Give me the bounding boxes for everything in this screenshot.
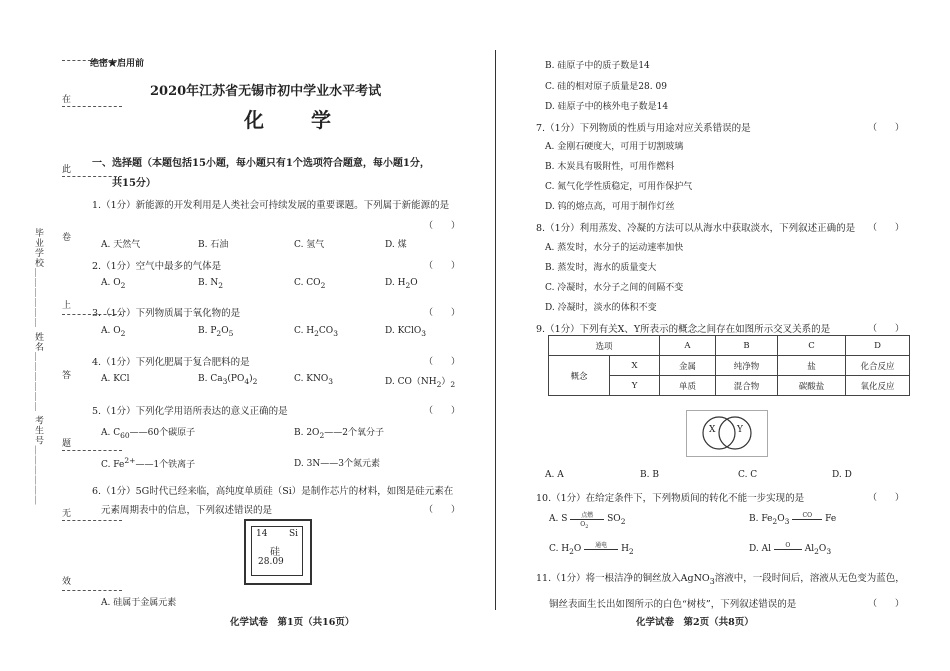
question-9: 9.（1分）下列有关X、Y所表示的概念之间存在如图所示交叉关系的是 [536, 324, 831, 335]
table-cell: 化合反应 [846, 356, 910, 376]
table-cell: 混合物 [716, 376, 778, 396]
answer-paren: （ ） [424, 357, 461, 367]
venn-x-label: X [709, 425, 716, 435]
table-header: C [778, 336, 846, 356]
atomic-mass: 28.09 [258, 557, 284, 567]
q8-option-a: A. 蒸发时，水分子的运动速率加快 [545, 243, 684, 253]
question-4: 4.（1分）下列化肥属于复合肥料的是 [92, 357, 250, 368]
q9-table [548, 335, 910, 396]
q4-option-b: B. $Ca_3(PO_4)_2$ [198, 374, 258, 386]
section-heading-cont: 共15分） [112, 178, 156, 189]
question-11-line1: 11.（1分）将一根洁净的铜丝放入AgNO$_3$溶液中，一段时间后，溶液从无色变为蓝色， [536, 573, 905, 586]
table-cell: 纯净物 [716, 356, 778, 376]
side-label: 题 [62, 439, 72, 449]
q2-option-b: B. $N_2$ [198, 278, 223, 290]
venn-circles [687, 411, 767, 456]
q6-option-b: B. 硅原子中的质子数是14 [545, 61, 650, 71]
answer-paren: （ ） [868, 493, 905, 503]
table-cell: 氧化反应 [846, 376, 910, 396]
q2-option-d: D. $H_2O$ [385, 278, 418, 290]
answer-paren: （ ） [868, 324, 905, 334]
q6-option-a: A. 硅属于金属元素 [101, 598, 177, 608]
exam-title: 2020年江苏省无锡市初中学业水平考试 [150, 84, 382, 99]
q1-option-b: B. 石油 [198, 240, 229, 250]
q10-option-c: C. $H_2O$ 通电 $H_2$ [549, 542, 634, 556]
question-5: 5.（1分）下列化学用语所表达的意义正确的是 [92, 406, 288, 417]
periodic-table-cell [244, 519, 312, 585]
q3-option-a: A. $O_2$ [101, 326, 126, 338]
question-1: 1.（1分）新能源的开发利用是人类社会可持续发展的重要课题。下列属于新能源的是 [92, 200, 450, 211]
table-cell: 盐 [778, 356, 846, 376]
binding-line [62, 106, 122, 107]
venn-y-label: Y [737, 425, 743, 435]
question-7: 7.（1分）下列物质的性质与用途对应关系错误的是 [536, 123, 751, 134]
q2-option-a: A. $O_2$ [101, 278, 126, 290]
atomic-number: 14 [256, 529, 268, 539]
side-label: 上 [62, 301, 72, 311]
q4-option-a: A. KCl [101, 374, 130, 384]
side-label: 无 [62, 509, 72, 519]
question-6-line2: 元素周期表中的信息，下列叙述错误的是 [101, 505, 273, 516]
answer-paren: （ ） [424, 406, 461, 416]
table-cell: X [610, 356, 660, 376]
question-8: 8.（1分）利用蒸发、冷凝的方法可以从海水中获取淡水，下列叙述正确的是 [536, 223, 856, 234]
answer-paren: （ ） [868, 123, 905, 133]
q5-option-c: C. $Fe^{2+}——1$个铁离子 [101, 456, 196, 470]
q1-option-c: C. 氢气 [294, 240, 325, 250]
element-symbol: Si [288, 529, 298, 539]
question-3: 3.（1分）下列物质属于氧化物的是 [92, 308, 241, 319]
q8-option-b: B. 蒸发时，海水的质量变大 [545, 263, 657, 273]
q3-option-b: B. $P_2O_5$ [198, 326, 234, 338]
table-header: D [846, 336, 910, 356]
question-2: 2.（1分）空气中最多的气体是 [92, 261, 222, 272]
table-header: A [660, 336, 716, 356]
section-heading: 一、选择题（本题包括15小题，每小题只有1个选项符合题意，每小题1分， [92, 158, 430, 169]
q1-option-a: A. 天然气 [101, 240, 141, 250]
side-label: 在 [62, 95, 72, 105]
answer-paren: （ ） [424, 221, 461, 231]
table-cell: 概念 [549, 356, 610, 396]
table-header: 选项 [549, 336, 660, 356]
q7-option-a: A. 金刚石硬度大，可用于切割玻璃 [545, 142, 684, 152]
q9-option-d: D. D [832, 470, 852, 480]
binding-line [62, 590, 122, 591]
side-label: 卷 [62, 233, 72, 243]
q8-option-c: C. 冷凝时，水分子之间的间隔不变 [545, 283, 684, 293]
subject-title: 化 学 [244, 108, 351, 132]
answer-paren: （ ） [868, 223, 905, 233]
q5-option-b: B. $2O_2——2$个氧分子 [294, 428, 384, 440]
q5-option-d: D. 3N——3个氮元素 [294, 459, 380, 469]
table-cell: 单质 [660, 376, 716, 396]
q5-option-a: A. $C_{60}——60$个碳原子 [101, 428, 196, 440]
q3-option-c: C. $H_2CO_3$ [294, 326, 338, 338]
q6-option-c: C. 硅的相对原子质量是28. 09 [545, 82, 667, 92]
q10-option-a: A. S 点燃 $O_2$ $SO_2$ [549, 512, 626, 531]
table-cell: 碳酸盐 [778, 376, 846, 396]
binding-line [62, 450, 122, 451]
q1-option-d: D. 煤 [385, 240, 407, 250]
venn-diagram [686, 410, 768, 457]
q8-option-d: D. 冷凝时，淡水的体积不变 [545, 303, 657, 313]
answer-paren: （ ） [868, 599, 905, 609]
footer-left: 化学试卷 第1页（共16页） [230, 617, 355, 628]
q4-option-d: D. $CO(NH_2)_2$ [385, 377, 456, 389]
q3-option-d: D. KClO$_3$ [385, 326, 427, 338]
secret-label: 绝密★启用前 [90, 59, 145, 69]
q9-option-a: A. A [545, 470, 564, 480]
q9-option-b: B. B [640, 470, 659, 480]
table-cell: Y [610, 376, 660, 396]
page-divider [495, 50, 496, 610]
footer-right: 化学试卷 第2页（共8页） [636, 617, 754, 628]
side-label: 此 [62, 165, 72, 175]
candidate-info-vertical: 毕业学校＿＿＿＿＿＿ 姓名＿＿＿＿＿＿ 考生号＿＿＿＿＿＿ [33, 228, 43, 506]
q6-option-d: D. 硅原子中的核外电子数是14 [545, 102, 669, 112]
answer-paren: （ ） [424, 261, 461, 271]
question-10: 10.（1分）在给定条件下，下列物质间的转化不能一步实现的是 [536, 493, 805, 504]
side-label: 答 [62, 371, 72, 381]
q7-option-d: D. 钨的熔点高，可用于制作灯丝 [545, 202, 675, 212]
answer-paren: （ ） [424, 308, 461, 318]
q9-option-c: C. C [738, 470, 758, 480]
table-header: B [716, 336, 778, 356]
q10-option-b: B. $Fe_2O_3$ CO Fe [749, 512, 837, 526]
question-6-line1: 6.（1分）5G时代已经来临，高纯度单质硅（Si）是制作芯片的材料，如图是硅元素在 [92, 486, 454, 497]
table-cell: 金属 [660, 356, 716, 376]
answer-paren: （ ） [424, 505, 461, 515]
element-name: 硅 [270, 547, 280, 558]
q7-option-c: C. 氮气化学性质稳定，可用作保护气 [545, 182, 693, 192]
question-11-line2: 铜丝表面生长出如图所示的白色“树枝”，下列叙述错误的是 [549, 599, 797, 610]
q4-option-c: C. $KNO_3$ [294, 374, 334, 386]
binding-line [62, 520, 122, 521]
q2-option-c: C. $CO_2$ [294, 278, 326, 290]
q10-option-d: D. Al O $Al_2O_3$ [749, 542, 832, 556]
q7-option-b: B. 木炭具有吸附性，可用作燃料 [545, 162, 675, 172]
side-label: 效 [62, 577, 72, 587]
